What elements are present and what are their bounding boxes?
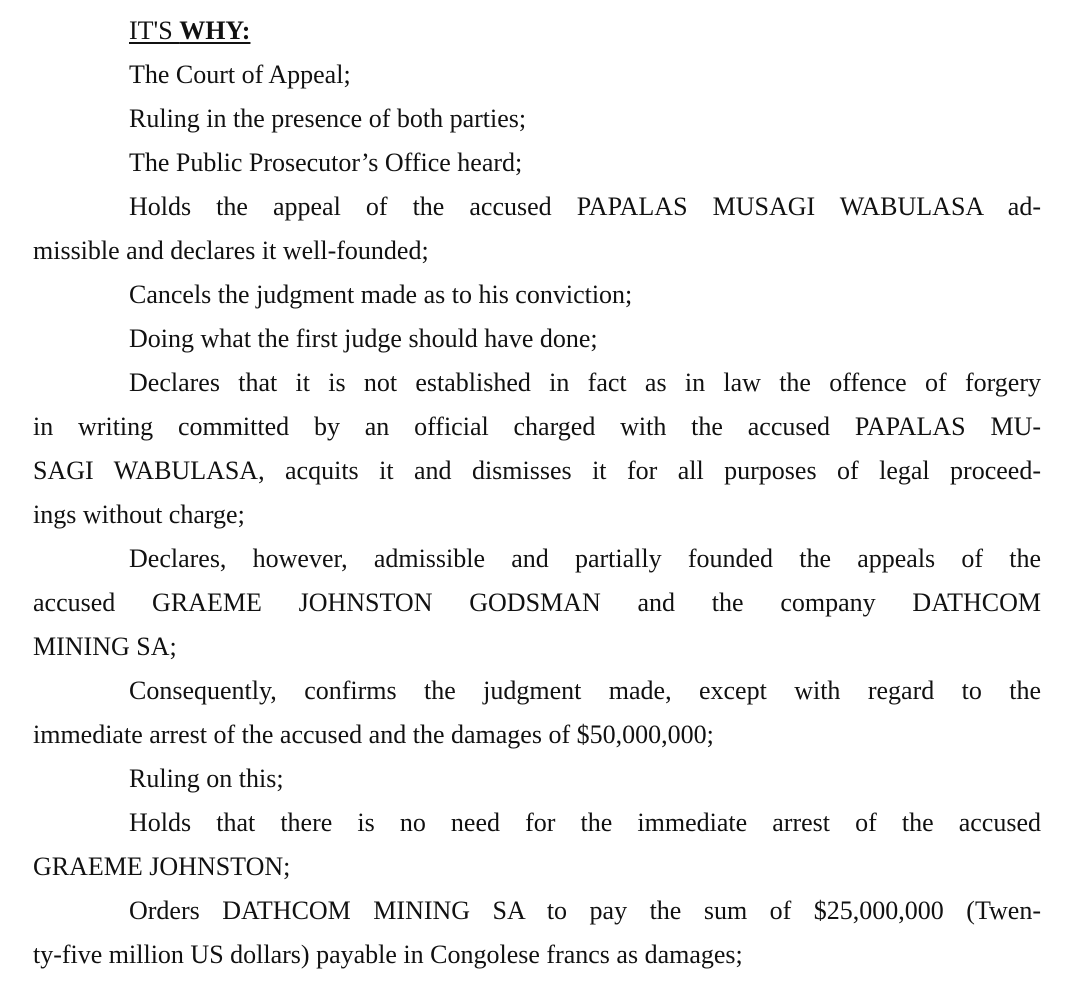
line-no-arrest-1: Holds that there is no need for the immediate arrest of the accused bbox=[129, 808, 1041, 837]
line-holds-appeal-2: missible and declares it well-founded; bbox=[33, 236, 429, 265]
line-court-of-appeal: The Court of Appeal; bbox=[129, 60, 351, 89]
line-doing-what: Doing what the first judge should have done; bbox=[129, 324, 598, 353]
line-consequently-2: immediate arrest of the accused and the damages of $50,000,000; bbox=[33, 720, 714, 749]
line-holds-appeal-1: Holds the appeal of the accused PAPALAS MUSAGI WABULASA ad- bbox=[129, 192, 1041, 221]
line-declares-forgery-3: SAGI WABULASA, acquits it and dismisses it for all purposes of legal proceed- bbox=[33, 456, 1041, 485]
line-declares-appeals-2: accused GRAEME JOHNSTON GODSMAN and the company DATHCOM bbox=[33, 588, 1041, 617]
line-ruling-on-this: Ruling on this; bbox=[129, 764, 284, 793]
line-orders-pay-2: ty-five million US dollars) payable in Congolese francs as damages; bbox=[33, 940, 743, 969]
line-cancels-judgment: Cancels the judgment made as to his conviction; bbox=[129, 280, 633, 309]
line-orders-pay-1: Orders DATHCOM MINING SA to pay the sum of $25,000,000 (Twen- bbox=[129, 896, 1041, 925]
section-heading bbox=[33, 9, 1041, 53]
line-declares-forgery-1: Declares that it is not established in fact as in law the offence of forgery bbox=[129, 368, 1041, 397]
line-no-arrest-2: GRAEME JOHNSTON; bbox=[33, 852, 291, 881]
line-ruling-presence: Ruling in the presence of both parties; bbox=[129, 104, 527, 133]
line-declares-forgery-2: in writing committed by an official charged with the accused PAPALAS MU- bbox=[33, 412, 1041, 441]
line-prosecutor-heard: The Public Prosecutor’s Office heard; bbox=[129, 148, 523, 177]
line-declares-forgery-4: ings without charge; bbox=[33, 500, 245, 529]
court-ruling-text bbox=[33, 9, 1041, 977]
heading-bold: WHY: bbox=[179, 16, 251, 45]
line-declares-appeals-3: MINING SA; bbox=[33, 632, 177, 661]
line-consequently-1: Consequently, confirms the judgment made, except with regard to the bbox=[129, 676, 1041, 705]
line-declares-appeals-1: Declares, however, admissible and partially founded the appeals of the bbox=[129, 544, 1041, 573]
heading-prefix: IT'S bbox=[129, 16, 180, 45]
